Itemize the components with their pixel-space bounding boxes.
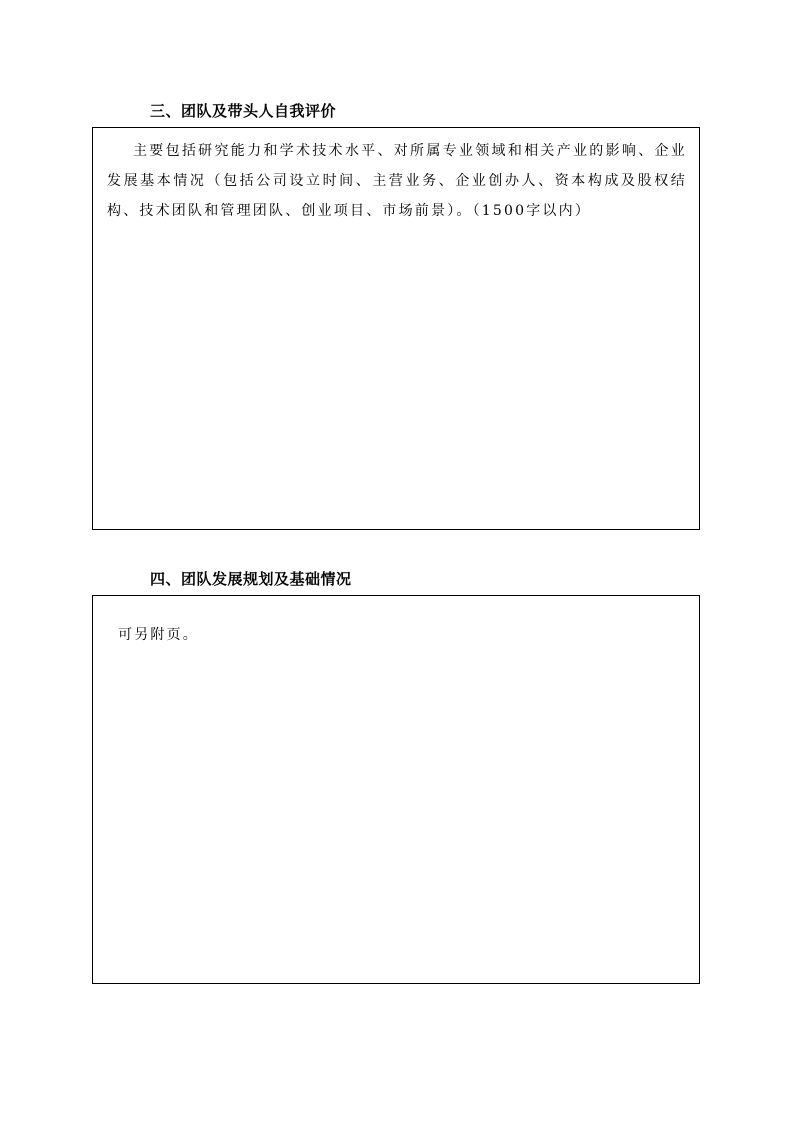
section-3-title: 三、团队及带头人自我评价 bbox=[150, 102, 337, 120]
section-4-title: 四、团队发展规划及基础情况 bbox=[150, 570, 352, 588]
self-evaluation-instruction: 主要包括研究能力和学术技术水平、对所属专业领域和相关产业的影响、企业发展基本情况（包括公司设立时间、主营业务、企业创办人、资本构成及股权结构、技术团队和管理团队、创业项目、市场前景）。（1500字以内） bbox=[107, 143, 687, 219]
self-evaluation-box[interactable] bbox=[92, 127, 700, 530]
development-plan-box[interactable] bbox=[92, 595, 700, 984]
development-plan-instruction: 可另附页。 bbox=[118, 627, 199, 643]
